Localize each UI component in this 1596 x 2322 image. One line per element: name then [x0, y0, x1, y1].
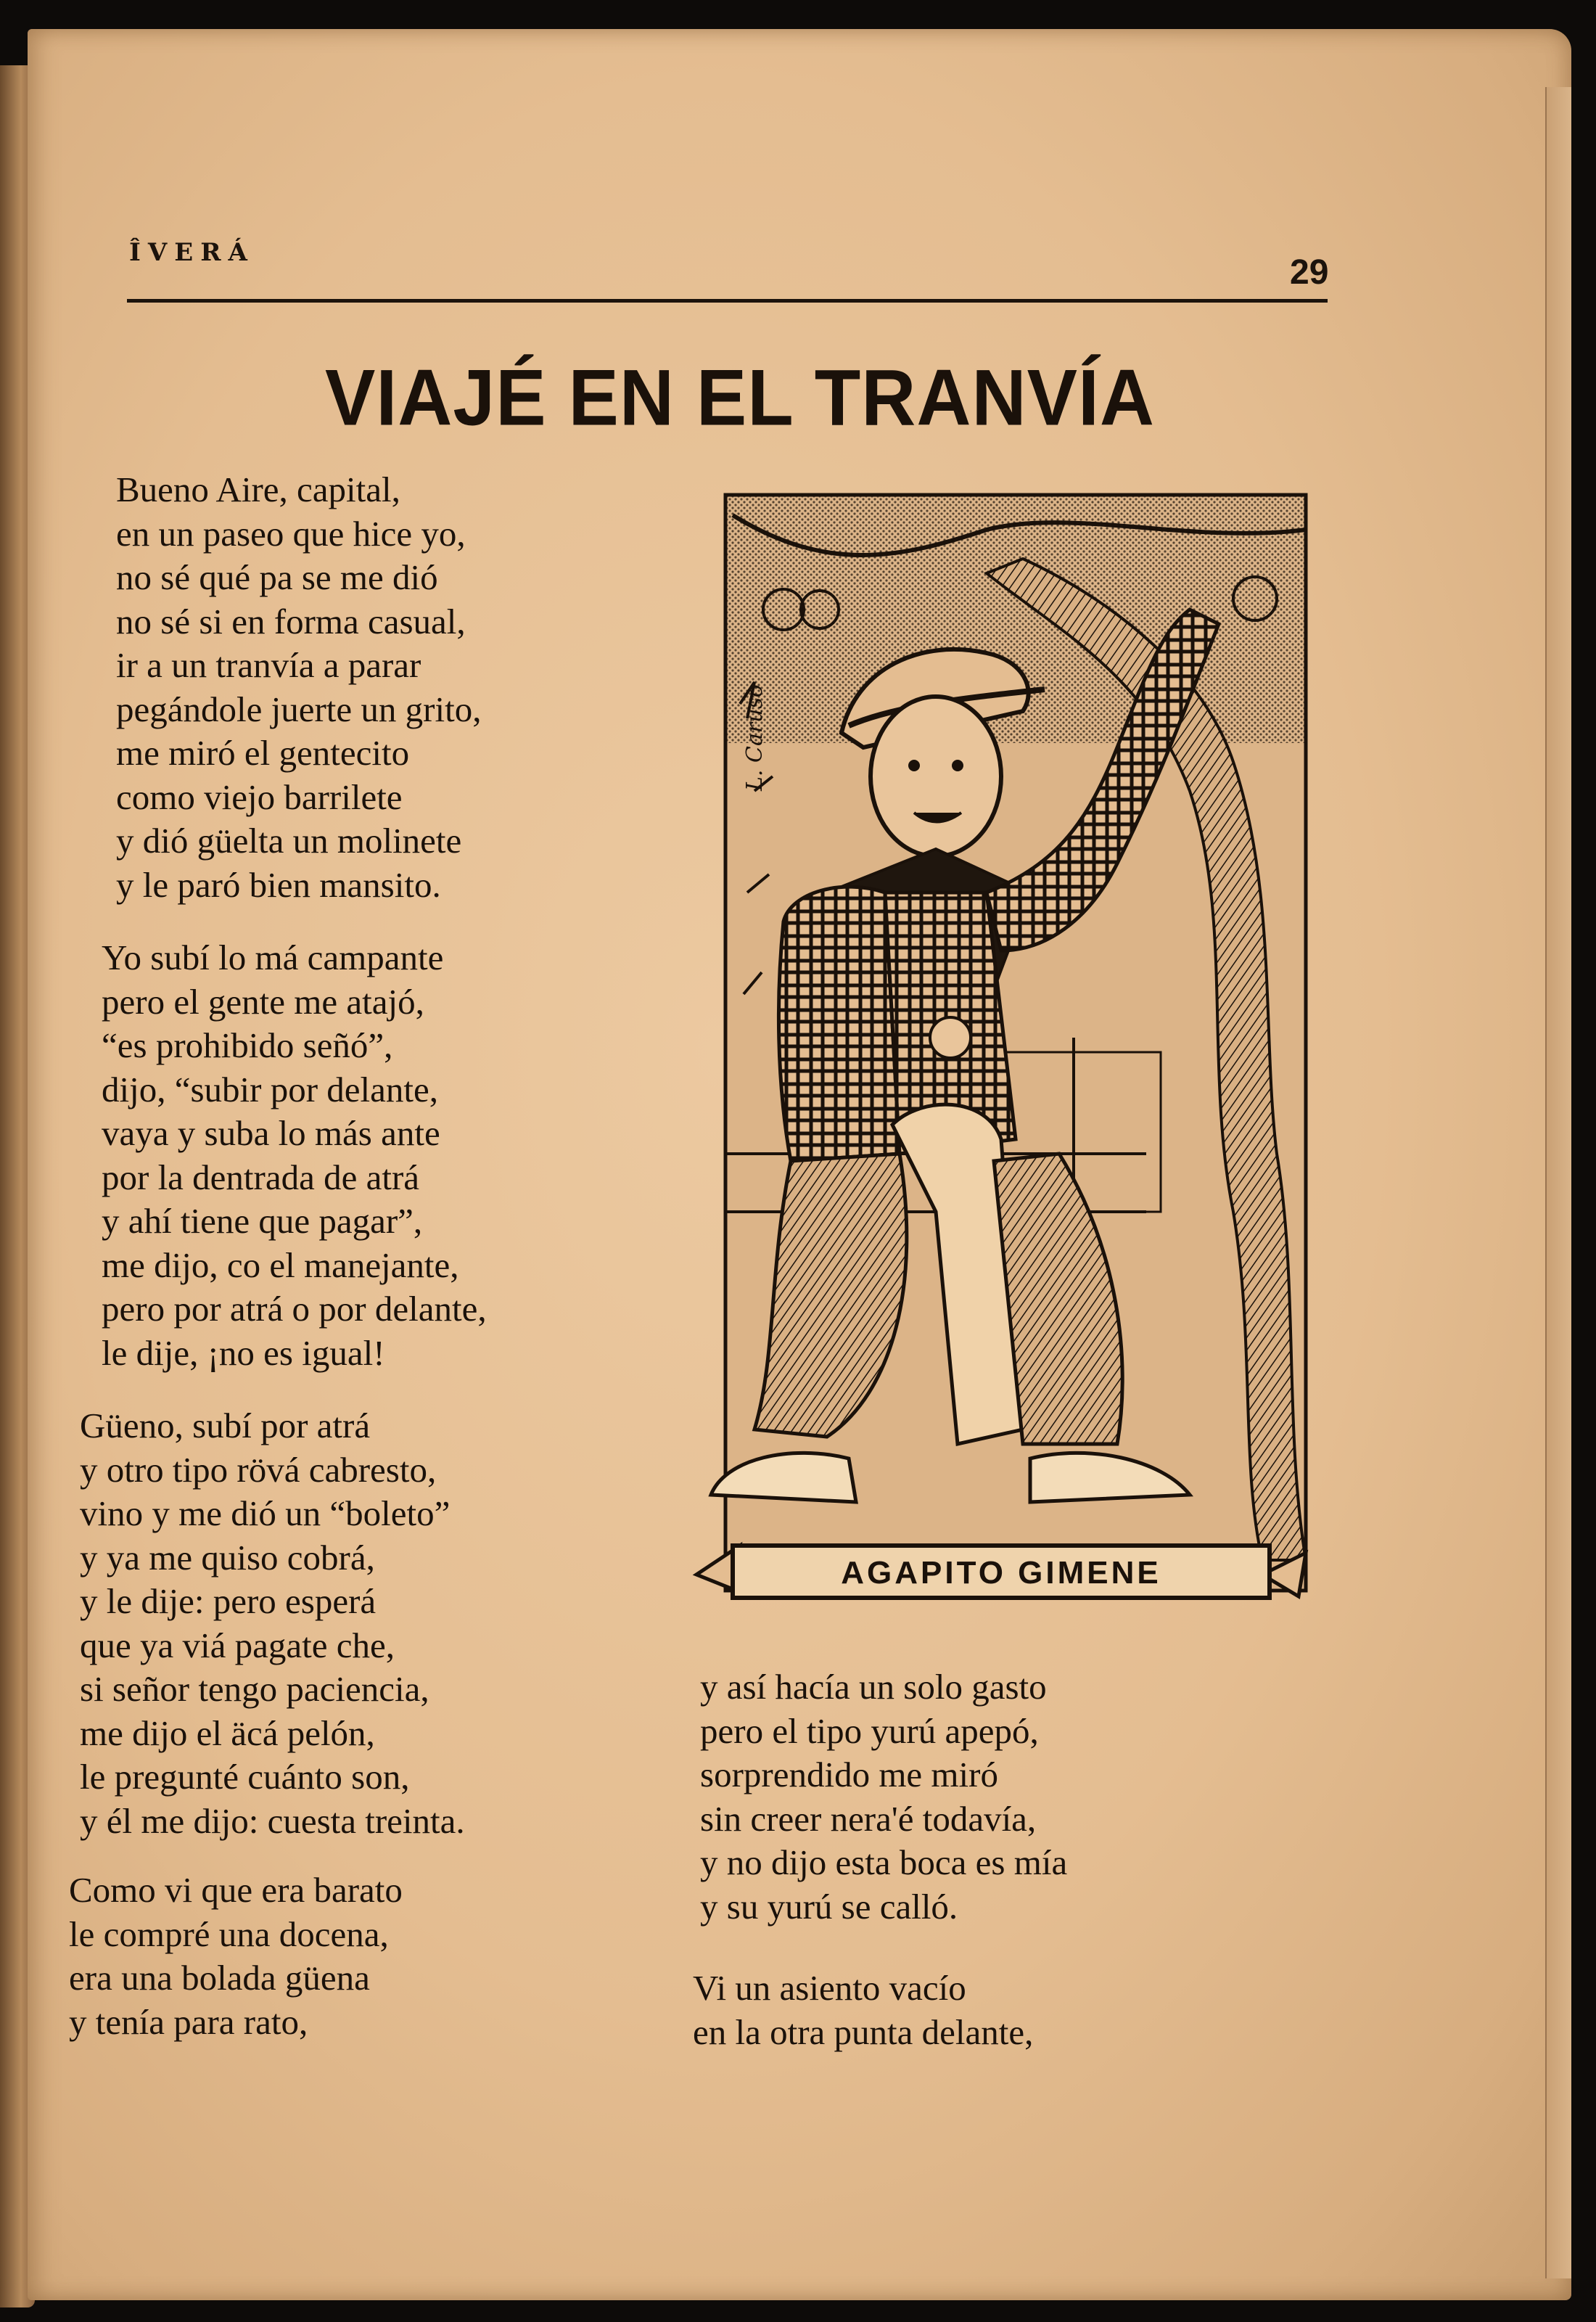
verse-line: y tenía para rato, [69, 2001, 308, 2042]
header-rule [127, 299, 1328, 303]
verse-line: vino y me dió un “boleto” [80, 1493, 451, 1533]
verse-line: dijo, “subir por delante, [102, 1069, 439, 1109]
verse-line: no sé qué pa se me dió [116, 557, 438, 597]
verse-line: que ya viá pagate che, [80, 1625, 395, 1665]
verse-line: Como vi que era barato [69, 1870, 403, 1910]
verse-line: y dió güelta un molinete [116, 821, 462, 861]
verse-line: pero por atrá o por delante, [102, 1289, 487, 1329]
verse-line: le pregunté cuánto son, [80, 1757, 410, 1797]
verse-line: Bueno Aire, capital, [116, 469, 400, 509]
left-stanza-1 [116, 468, 481, 907]
verse-line: y él me dijo: cuesta treinta. [80, 1800, 465, 1841]
verse-line: Yo subí lo má campante [102, 938, 444, 977]
verse-line: le dije, ¡no es igual! [102, 1332, 385, 1373]
verse-line: era una bolada güena [69, 1958, 370, 1998]
illustration [682, 486, 1320, 1647]
verse-line: y otro tipo rövá cabresto, [80, 1449, 437, 1490]
verse-line: por la dentrada de atrá [102, 1157, 420, 1197]
verse-line: pero el gente me atajó, [102, 981, 424, 1022]
verse-line: no sé si en forma casual, [116, 601, 466, 641]
verse-line: y ahí tiene que pagar”, [102, 1201, 423, 1241]
verse-line: en la otra punta delante, [693, 2011, 1034, 2052]
verse-line: ir a un tranvía a parar [116, 645, 421, 685]
verse-line: en un paseo que hice yo, [116, 513, 466, 554]
verse-line: y así hacía un solo gasto [700, 1667, 1047, 1707]
left-stanza-2 [102, 936, 487, 1375]
page-right-edge [1545, 87, 1571, 2278]
verse-line: pegándole juerte un grito, [116, 689, 482, 729]
verse-line: sin creer nera'é todavía, [700, 1798, 1037, 1839]
page-number: 29 [1290, 253, 1329, 292]
verse-line: y no dijo esta boca es mía [700, 1842, 1068, 1882]
verse-line: me miró el gentecito [116, 733, 410, 773]
left-stanza-3 [80, 1404, 465, 1843]
verse-line: me dijo el äcá pelón, [80, 1712, 375, 1753]
poem-title: VIAJÉ EN EL TRANVÍA [325, 354, 1155, 443]
verse-line: “es prohibido señó”, [102, 1025, 393, 1065]
illustration-signature [742, 684, 768, 792]
artist-signature: L. Caruso [742, 684, 768, 791]
verse-line: Vi un asiento vacío [693, 1968, 966, 2008]
verse-line: vaya y suba lo más ante [102, 1113, 440, 1153]
verse-line: y su yurú se calló. [700, 1886, 958, 1927]
verse-line: me dijo, co el manejante, [102, 1244, 459, 1285]
right-stanza-1 [700, 1665, 1067, 1929]
verse-line: y le dije: pero esperá [80, 1581, 377, 1621]
left-stanza-4 [69, 1868, 403, 2044]
caption-banner [696, 1546, 1306, 1598]
running-head: ÎVERÁ [129, 238, 255, 267]
verse-line: y le paró bien mansito. [116, 864, 441, 905]
verse-line: como viejo barrilete [116, 776, 403, 817]
right-stanza-2 [693, 1966, 1033, 2054]
verse-line: y ya me quiso cobrá, [80, 1537, 375, 1578]
verse-line: Güeno, subí por atrá [80, 1406, 371, 1445]
verse-line: sorprendido me miró [700, 1755, 998, 1794]
verse-line: si señor tengo paciencia, [80, 1669, 429, 1709]
verse-line: le compré una docena, [69, 1913, 389, 1954]
illustration-caption: AGAPITO GIMENE [841, 1555, 1161, 1591]
verse-line: pero el tipo yurú apepó, [700, 1710, 1039, 1751]
